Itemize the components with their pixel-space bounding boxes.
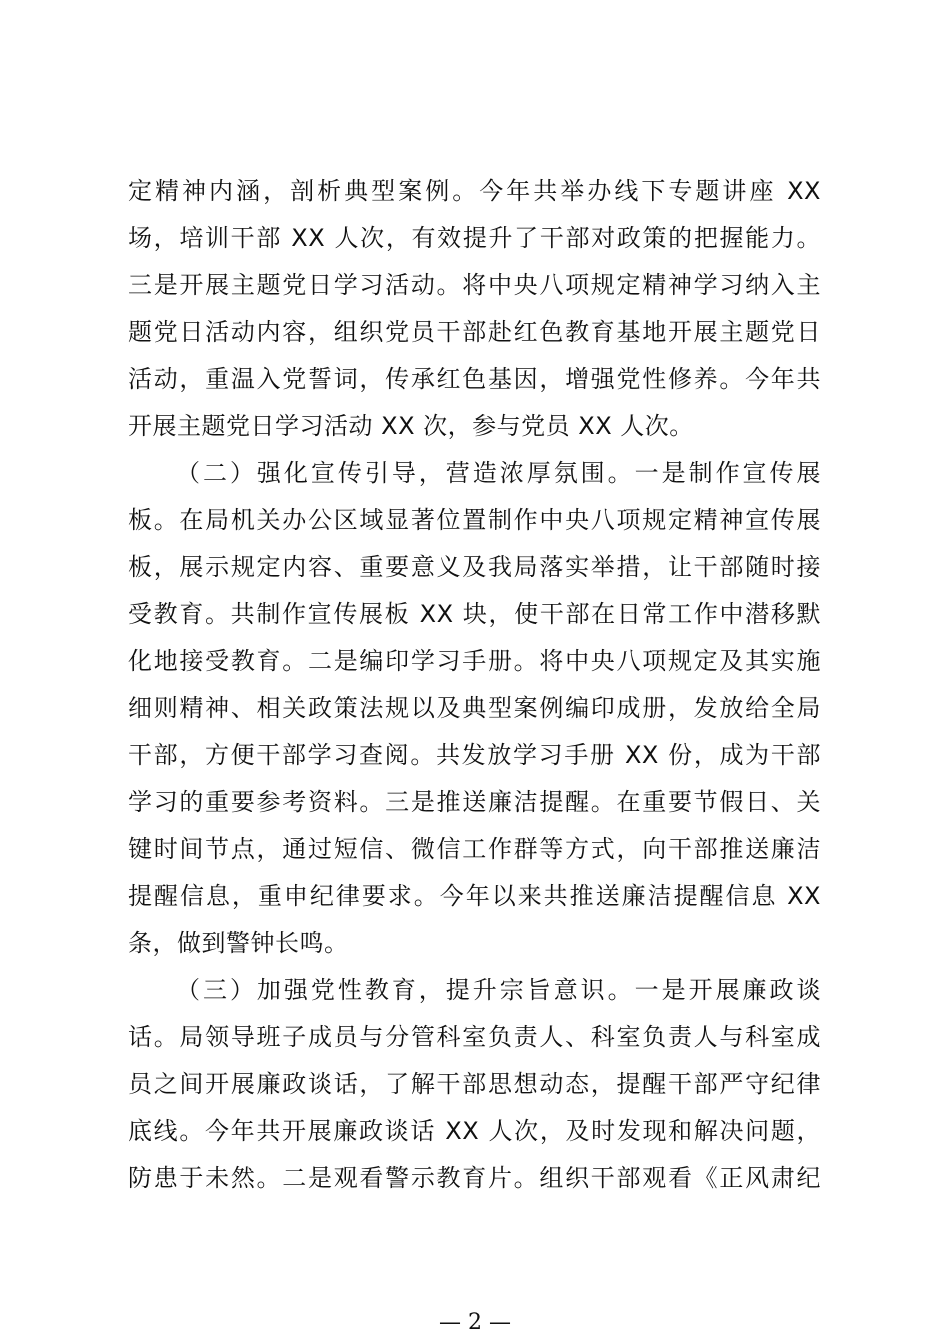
document-body: [128, 168, 821, 1202]
page-number: — 2 —: [439, 1310, 511, 1335]
text-line: 底线。今年共开展廉政谈话 XX 人次，及时发现和解决问题，: [128, 1117, 821, 1145]
text-line: 员之间开展廉政谈话，了解干部思想动态，提醒干部严守纪律: [128, 1070, 821, 1098]
text-line: 开展主题党日学习活动 XX 次，参与党员 XX 人次。: [128, 412, 694, 440]
text-line: 场，培训干部 XX 人次，有效提升了干部对政策的把握能力。: [128, 224, 821, 252]
text-line: 板，展示规定内容、重要意义及我局落实举措，让干部随时接: [128, 553, 821, 581]
text-line: 板。在局机关办公区域显著位置制作中央八项规定精神宣传展: [128, 506, 821, 534]
text-line: 防患于未然。二是观看警示教育片。组织干部观看《正风肃纪: [128, 1164, 821, 1192]
text-line: 定精神内涵，剖析典型案例。今年共举办线下专题讲座 XX: [128, 177, 821, 205]
section-heading-line: （三）加强党性教育，提升宗旨意识。一是开展廉政谈: [176, 976, 821, 1004]
text-line: 活动，重温入党誓词，传承红色基因，增强党性修养。今年共: [128, 365, 821, 393]
text-line: 受教育。共制作宣传展板 XX 块，使干部在日常工作中潜移默: [128, 600, 821, 628]
text-line: 化地接受教育。二是编印学习手册。将中央八项规定及其实施: [128, 647, 821, 675]
text-line: 细则精神、相关政策法规以及典型案例编印成册，发放给全局: [128, 694, 821, 722]
text-line: 三是开展主题党日学习活动。将中央八项规定精神学习纳入主: [128, 271, 821, 299]
text-line: 提醒信息，重申纪律要求。今年以来共推送廉洁提醒信息 XX: [128, 882, 821, 910]
text-line: 题党日活动内容，组织党员干部赴红色教育基地开展主题党日: [128, 318, 821, 346]
text-line: 键时间节点，通过短信、微信工作群等方式，向干部推送廉洁: [128, 835, 821, 863]
text-line: 干部，方便干部学习查阅。共发放学习手册 XX 份，成为干部: [128, 741, 821, 769]
text-line: 话。局领导班子成员与分管科室负责人、科室负责人与科室成: [128, 1023, 821, 1051]
text-line: 学习的重要参考资料。三是推送廉洁提醒。在重要节假日、关: [128, 788, 821, 816]
section-heading-line: （二）强化宣传引导，营造浓厚氛围。一是制作宣传展: [176, 459, 821, 487]
text-line: 条，做到警钟长鸣。: [128, 929, 349, 957]
